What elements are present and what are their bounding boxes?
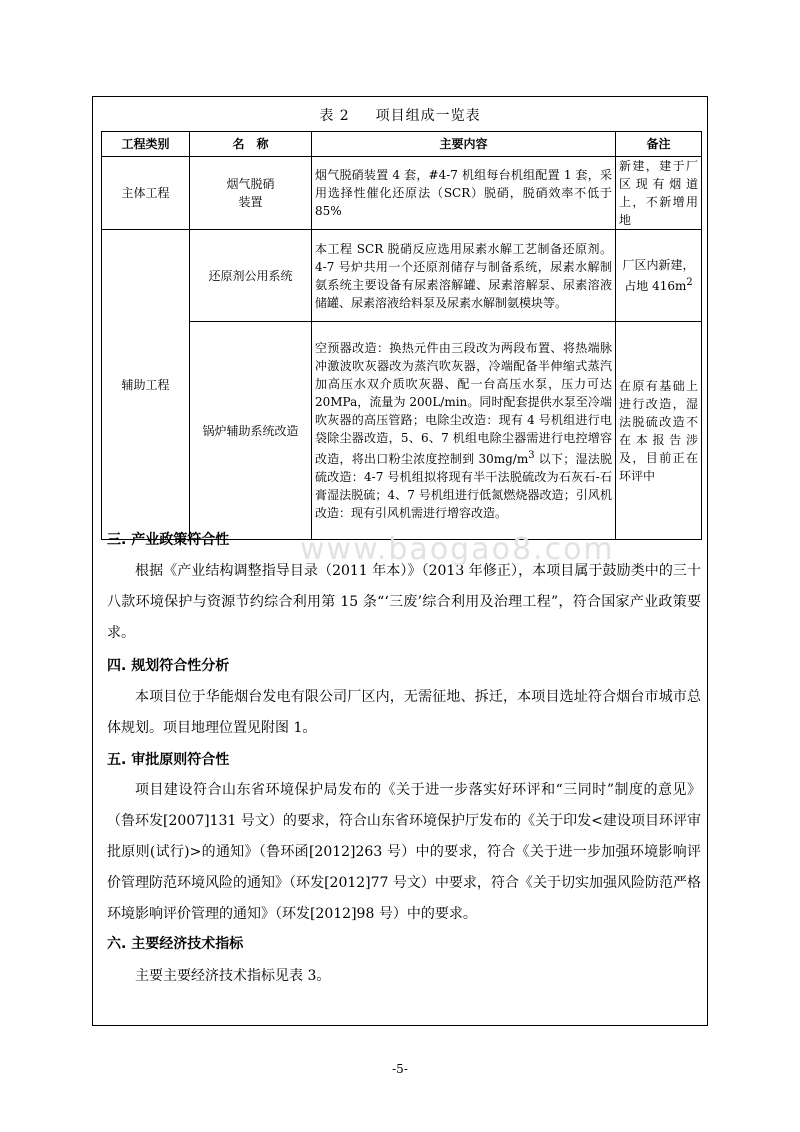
- page-number: -5-: [392, 1062, 408, 1076]
- cell-content: [312, 322, 616, 540]
- project-composition-table: [101, 131, 702, 540]
- table-row: [102, 157, 702, 230]
- section-text-industry-policy: 根据《产业结构调整指导目录（2011 年本）》（2013 年修正），本项目属于鼓励类中的三十八款环境保护与资源节约综合利用第 15 条“‘三废’综合利用及治理工程”，符合国家产业政策要求。: [107, 563, 701, 641]
- section-heading-approval: 五. 审批原则符合性: [107, 752, 230, 768]
- content-frame: [92, 96, 708, 1026]
- content-main: 空预器改造：换热元件由三段改为两段布置、将热端脉冲激波吹灰器改为蒸汽吹灰器，冷端配备半伸缩式蒸汽加高压水双介质吹灰器、配一台高压水泵，压力可达 20MPa，流量为 200L/min。同时配套提供水泵至冷端吹灰器的高压管路；电除尘改造：现有 4 号机组进行电袋除尘器改造，5、6、7 机组电除尘器需进行电控增容改造，将出口粉尘浓度控制到 30mg/m: [315, 341, 612, 466]
- content-tail: 以下；湿法脱硫改造：4-7 号机组拟将现有半干法脱硫改为石灰石-石膏湿法脱硫；4、7 号机组进行低氮燃烧器改造；引风机改造：现有引风机需进行增容改造。: [315, 452, 612, 520]
- table-header-row: [102, 132, 702, 157]
- section-heading-planning: 四. 规划符合性分析: [107, 658, 230, 674]
- cell-content: 烟气脱硝装置 4 套，#4-7 机组每台机组配置 1 套，采用选择性催化还原法（SCR）脱硝，脱硝效率不低于 85%: [312, 157, 616, 230]
- table-caption-title: 项目组成一览表: [375, 108, 481, 124]
- cell-name: 还原剂公用系统: [190, 230, 312, 322]
- header-content: 主要内容: [312, 132, 616, 157]
- content-superscript: 3: [528, 450, 535, 461]
- watermark: www.baogao8.com: [300, 532, 615, 567]
- cell-content: 本工程 SCR 脱硝反应选用尿素水解工艺制备还原剂。4-7 号炉共用一个还原剂储存与制备系统，尿素水解制氨系统主要设备有尿素溶解罐、尿素溶解泵、尿素溶液储罐、尿素溶液给料泵及尿素水解制氨模块等。: [312, 230, 616, 322]
- table-row: [102, 322, 702, 540]
- cell-category: 主体工程: [102, 157, 190, 230]
- section-text-planning: 本项目位于华能烟台发电有限公司厂区内，无需征地、拆迁，本项目选址符合烟台市城市总体规划。项目地理位置见附图 1。: [107, 689, 701, 736]
- cell-name: 烟气脱硝 装置: [190, 157, 312, 230]
- cell-note: [616, 230, 702, 322]
- header-name: 名 称: [190, 132, 312, 157]
- note-area-text: 厂区内新建，占地 416m: [622, 258, 695, 293]
- section-text-indicators: 主要主要经济技术指标见表 3。: [135, 968, 331, 984]
- cell-name: 锅炉辅助系统改造: [190, 322, 312, 540]
- cell-category: 辅助工程: [102, 230, 190, 540]
- table-caption-label: 表 2: [319, 108, 350, 124]
- table-caption: [93, 105, 707, 125]
- note-area-superscript: 2: [686, 277, 693, 288]
- header-category: 工程类别: [102, 132, 190, 157]
- table-row: [102, 230, 702, 322]
- cell-note: 在原有基础上进行改造，湿法脱硫改造不在本报告涉及，目前正在环评中: [616, 322, 702, 540]
- section-heading-industry-policy: 三. 产业政策符合性: [107, 532, 230, 548]
- section-text-approval: 项目建设符合山东省环境保护局发布的《关于进一步落实好环评和“三同时”制度的意见》（鲁环发[2007]131 号文）的要求，符合山东省环境保护厅发布的《关于印发<建设项目环评审批原则(试行)>的通知》（鲁环函[2012]263 号）中的要求，符合《关于进一步加强环境影响评价管理防范环境风险的通知》（环发[2012]77 号文）中要求，符合《关于切实加强风险防范严格环境影响评价管理的通知》（环发[2012]98 号）中的要求。: [107, 782, 701, 922]
- header-note: 备注: [616, 132, 702, 157]
- cell-note: 新建，建于厂区现有烟道上，不新增用地: [616, 157, 702, 230]
- section-heading-indicators: 六. 主要经济技术指标: [107, 936, 244, 952]
